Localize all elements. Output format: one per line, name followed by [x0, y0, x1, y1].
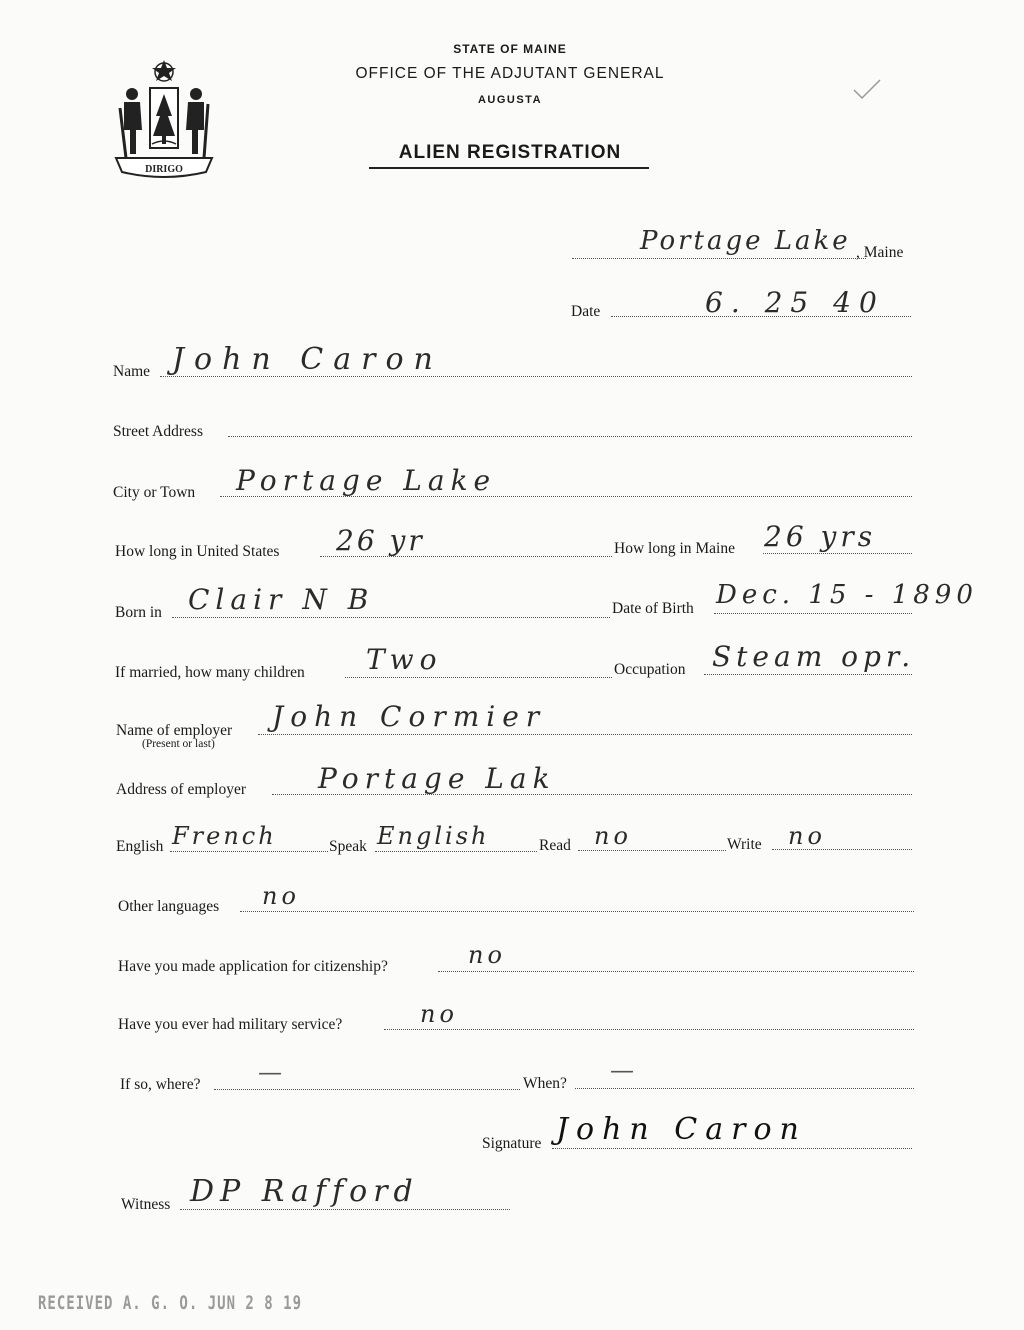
place-value: Portage Lake — [640, 226, 851, 256]
other-languages-line — [240, 911, 914, 912]
office-heading: OFFICE OF THE ADJUTANT GENERAL — [355, 65, 665, 82]
received-stamp: RECEIVED A. G. O. JUN 2 8 19 — [38, 1293, 303, 1314]
witness-value: DP Rafford — [190, 1174, 419, 1209]
military-line — [384, 1029, 914, 1030]
married-label: If married, how many children — [115, 664, 305, 681]
other-languages-label: Other languages — [118, 898, 220, 915]
read-value: no — [594, 822, 632, 850]
how-long-maine-label: How long in Maine — [614, 540, 735, 557]
read-label: Read — [539, 837, 571, 854]
citizenship-value: no — [468, 941, 506, 969]
form-title: ALIEN REGISTRATION — [398, 142, 622, 163]
other-languages-value: no — [262, 882, 300, 910]
dob-value: Dec. 15 - 1890 — [716, 580, 978, 610]
employer-label: Name of employer — [116, 722, 233, 739]
children-line — [345, 677, 612, 678]
when-label: When? — [523, 1075, 567, 1092]
place-line — [572, 258, 866, 259]
street-line — [228, 436, 912, 437]
read-line — [578, 850, 726, 851]
signature-value: John Caron — [556, 1112, 807, 1147]
born-in-label: Born in — [115, 604, 162, 621]
signature-line — [552, 1148, 912, 1149]
write-label: Write — [727, 836, 762, 853]
witness-line — [180, 1209, 510, 1210]
employer-line — [258, 734, 912, 735]
dob-label: Date of Birth — [612, 600, 694, 617]
seal-motto: DIRIGO — [145, 164, 183, 175]
write-value: no — [788, 822, 826, 850]
english-line — [170, 851, 328, 852]
speak-value: English — [377, 822, 490, 850]
how-long-maine-value: 26 yrs — [764, 520, 877, 553]
military-label: Have you ever had military service? — [118, 1016, 343, 1033]
maine-label: , Maine — [856, 244, 904, 261]
signature-label: Signature — [482, 1135, 542, 1152]
city-heading: AUGUSTA — [477, 94, 543, 106]
citizenship-label: Have you made application for citizenship? — [118, 958, 388, 975]
state-heading: STATE OF MAINE — [453, 42, 567, 56]
occupation-line — [704, 674, 912, 675]
name-label: Name — [113, 363, 151, 380]
born-in-line — [172, 617, 610, 618]
english-value: French — [172, 822, 277, 850]
how-long-us-value: 26 yr — [336, 524, 425, 557]
speak-label: Speak — [329, 838, 367, 855]
occupation-value: Steam opr. — [712, 640, 916, 673]
employer-value: John Cormier — [272, 700, 547, 733]
speak-line — [375, 851, 537, 852]
date-value: 6. 25 40 — [705, 286, 885, 319]
maine-state-seal-icon — [112, 58, 216, 182]
where-line — [214, 1089, 520, 1090]
date-label: Date — [571, 303, 601, 320]
military-value: no — [420, 1000, 458, 1028]
english-label: English — [116, 838, 164, 855]
dob-line — [714, 613, 912, 614]
when-line — [575, 1088, 914, 1089]
check-mark-icon — [852, 78, 882, 100]
city-value: Portage Lake — [236, 464, 497, 497]
how-long-maine-line — [763, 553, 912, 554]
occupation-label: Occupation — [614, 661, 686, 678]
name-value: John Caron — [172, 342, 443, 377]
city-label: City or Town — [113, 484, 196, 501]
title-underline — [369, 167, 649, 169]
children-value: Two — [366, 643, 443, 676]
employer-address-label: Address of employer — [116, 781, 246, 798]
witness-label: Witness — [121, 1196, 171, 1213]
how-long-us-label: How long in United States — [115, 543, 280, 560]
street-label: Street Address — [113, 423, 203, 440]
when-value: — — [610, 1056, 637, 1084]
citizenship-line — [438, 971, 914, 972]
employer-address-value: Portage Lak — [318, 762, 556, 795]
born-in-value: Clair N B — [188, 583, 375, 616]
where-label: If so, where? — [120, 1076, 201, 1093]
employer-sublabel: (Present or last) — [142, 738, 215, 750]
where-value: — — [258, 1058, 285, 1086]
